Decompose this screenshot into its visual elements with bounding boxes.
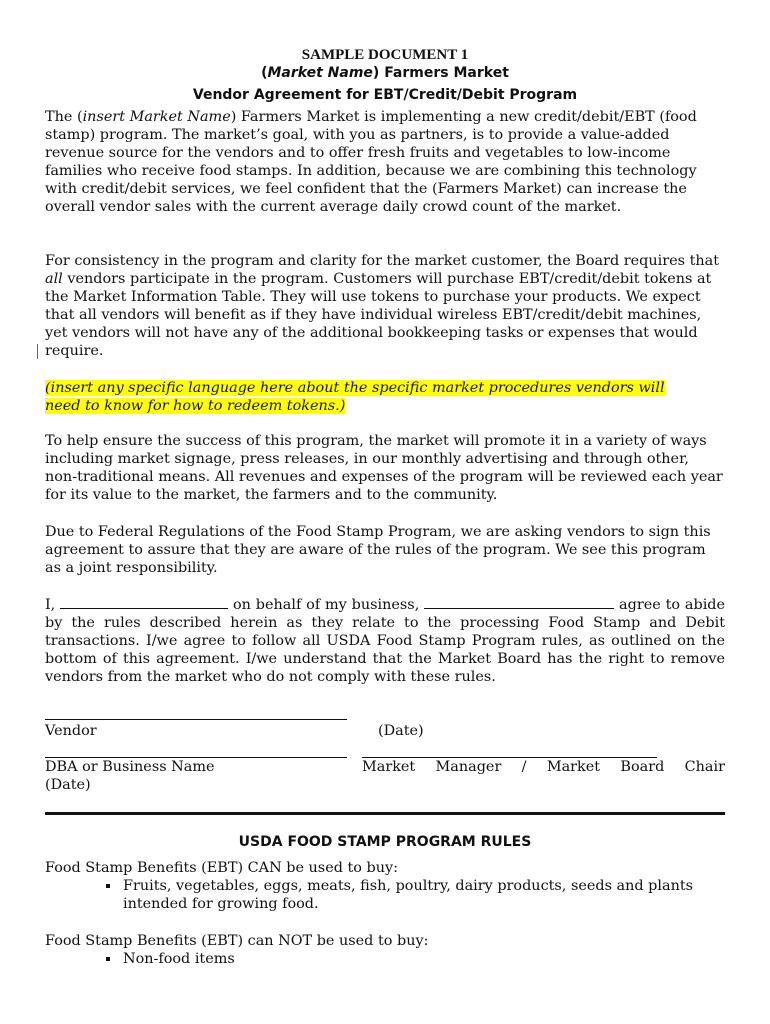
- agreement-behalf: on behalf of my business,: [233, 597, 420, 613]
- cannot-buy-intro: Food Stamp Benefits (EBT) can NOT be used to buy:: [45, 933, 429, 949]
- sample-label: SAMPLE DOCUMENT 1: [301, 47, 469, 63]
- consistency-paragraph: [45, 252, 725, 360]
- intro-text-start: The (: [45, 109, 83, 125]
- manager-label: Market Manager / Market Board Chair: [362, 759, 725, 775]
- section-divider: [45, 812, 725, 815]
- vendor-date-label: (Date): [378, 723, 424, 739]
- agreement-paragraph: [45, 595, 725, 686]
- consistency-text-rest: vendors participate in the program. Customers will purchase EBT/credit/debit tokens at the Market Information Table. They will use tokens to purchase your products. We expect that all vendors will benefit as if they have individual wireless EBT/credit/debit machines, yet vendors will not have any of the additional bookkeeping tasks or expenses that would require.: [45, 271, 712, 359]
- can-buy-intro: Food Stamp Benefits (EBT) CAN be used to buy:: [45, 860, 398, 876]
- intro-paragraph: [45, 108, 725, 216]
- highlight-line-2: need to know for how to redeem tokens.): [45, 398, 346, 414]
- consistency-text-start: For consistency in the program and clarity for the market customer, the Board requires that: [45, 253, 720, 269]
- agreement-text-rest: agree to abide by the rules described herein as they relate to the processing Food Stamp and Debit transactions. I/we agree to follow all USDA Food Stamp Program rules, as outlined on the bottom of this agreement. I/we understand that the Market Board has the right to remove vendors from the market who do not comply with these rules.: [45, 597, 726, 685]
- intro-text-rest: ) Farmers Market is implementing a new credit/debit/EBT (food stamp) program. The market’s goal, with you as partners, is to provide a value-added revenue source for the vendors and to offer fresh fruits and vegetables to low-income families who receive food stamps. In addition, because we are combining this technology with credit/debit services, we feel confident that the (Farmers Market) can increase the overall vendor sales with the current average daily crowd count of the market.: [45, 109, 697, 215]
- market-title: (Market Name) Farmers Market: [261, 65, 509, 81]
- edit-margin-mark: [37, 344, 38, 359]
- bullet-square-icon: [106, 957, 110, 961]
- vendor-name-blank[interactable]: [60, 595, 228, 609]
- rules-title: USDA FOOD STAMP PROGRAM RULES: [238, 834, 532, 850]
- highlighted-instructions: [45, 379, 725, 415]
- all-emphasis: all: [45, 271, 63, 287]
- market-name-insert: insert Market Name: [82, 109, 231, 125]
- business-name-blank[interactable]: [424, 595, 614, 609]
- promotion-paragraph: To help ensure the success of this program, the market will promote it in a variety of ways including market signage, press releases, in our monthly advertising and through other, non-traditional means. All revenues and expenses of the program will be reviewed each year for its value to the market, the farmers and to the community.: [45, 433, 723, 503]
- highlight-line-1: (insert any specific language here about the specific market procedures vendors will: [45, 380, 665, 396]
- cannot-buy-item: Non-food items: [123, 951, 235, 967]
- regulations-paragraph: Due to Federal Regulations of the Food Stamp Program, we are asking vendors to sign this agreement to assure that they are aware of the rules of the program. We see this program as a joint responsibility.: [45, 524, 711, 576]
- market-name-placeholder: Market Name: [267, 65, 373, 81]
- dba-date-label: (Date): [45, 777, 91, 793]
- market-title-suffix: Farmers Market: [384, 65, 509, 81]
- agreement-i: I,: [45, 597, 56, 613]
- vendor-label: Vendor: [45, 723, 97, 739]
- agreement-title: Vendor Agreement for EBT/Credit/Debit Program: [192, 87, 578, 103]
- can-buy-item: Fruits, vegetables, eggs, meats, fish, poultry, dairy products, seeds and plants intended for growing food.: [123, 878, 694, 912]
- vendor-signature-line[interactable]: [45, 719, 347, 720]
- bullet-square-icon: [106, 884, 110, 888]
- dba-label: DBA or Business Name: [45, 759, 215, 775]
